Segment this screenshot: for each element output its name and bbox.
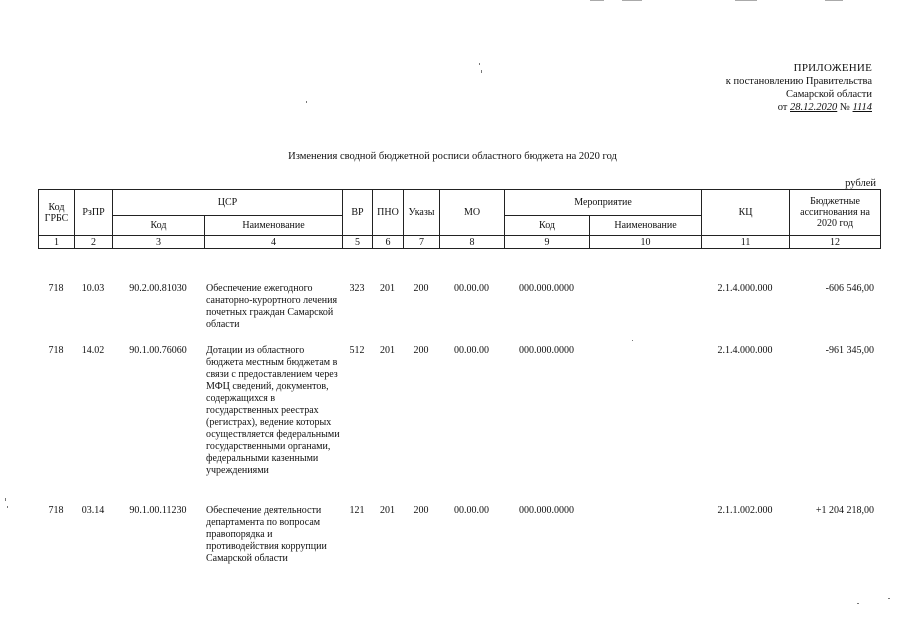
scan-speck bbox=[5, 498, 6, 501]
appendix-line-1: к постановлению Правительства bbox=[725, 76, 872, 87]
scan-mark bbox=[590, 0, 604, 1]
cell-csr-kod: 90.1.00.76060 bbox=[129, 345, 187, 356]
scan-mark bbox=[825, 0, 843, 1]
scan-speck bbox=[7, 506, 8, 508]
header-csr-name: Наименование bbox=[205, 216, 343, 236]
column-number: 6 bbox=[373, 236, 404, 249]
cell-mo: 00.00.00 bbox=[454, 505, 489, 516]
column-number: 5 bbox=[343, 236, 373, 249]
cell-mer-name bbox=[589, 504, 701, 576]
column-number: 7 bbox=[404, 236, 440, 249]
scan-speck bbox=[306, 101, 307, 103]
cell-ukazy: 200 bbox=[413, 283, 429, 294]
appendix-line-2: Самарской области bbox=[786, 89, 872, 100]
table-row bbox=[38, 504, 880, 576]
column-number: 11 bbox=[702, 236, 790, 249]
scan-speck bbox=[888, 598, 890, 599]
column-number: 9 bbox=[505, 236, 590, 249]
cell-mo: 00.00.00 bbox=[454, 345, 489, 356]
column-number: 1 bbox=[39, 236, 75, 249]
number-prefix: № bbox=[839, 102, 850, 113]
header-csr-kod: Код bbox=[113, 216, 205, 236]
cell-mo: 00.00.00 bbox=[454, 283, 489, 294]
column-number: 8 bbox=[440, 236, 505, 249]
header-kod-grbs: Код ГРБС bbox=[39, 190, 75, 236]
cell-rzpr: 03.14 bbox=[81, 505, 105, 516]
table-body bbox=[38, 282, 880, 576]
column-number: 10 bbox=[590, 236, 702, 249]
cell-mer-name bbox=[589, 282, 701, 344]
cell-mer-kod: 000.000.0000 bbox=[519, 345, 574, 356]
appendix-title: ПРИЛОЖЕНИЕ bbox=[793, 62, 872, 74]
cell-mer-kod: 000.000.0000 bbox=[519, 283, 574, 294]
cell-csr-kod: 90.1.00.11230 bbox=[129, 505, 187, 516]
cell-amount: -606 546,00 bbox=[825, 283, 874, 294]
scan-mark bbox=[622, 0, 642, 1]
scan-speck bbox=[479, 63, 480, 65]
header-kc: КЦ bbox=[702, 190, 790, 236]
cell-pno: 201 bbox=[380, 283, 395, 294]
cell-vr: 323 bbox=[349, 283, 365, 294]
header-mer-kod: Код bbox=[505, 216, 590, 236]
date-prefix: от bbox=[777, 102, 788, 113]
cell-vr: 512 bbox=[349, 345, 365, 356]
header-mer-name: Наименование bbox=[590, 216, 702, 236]
scan-mark bbox=[735, 0, 757, 1]
header-mo: МО bbox=[440, 190, 505, 236]
header-csr: ЦСР bbox=[113, 190, 343, 216]
scan-speck bbox=[481, 70, 482, 73]
cell-amount: -961 345,00 bbox=[825, 345, 874, 356]
cell-grbs: 718 bbox=[48, 283, 64, 294]
header-budget: Бюджетные ассигнования на 2020 год bbox=[790, 190, 881, 236]
cell-vr: 121 bbox=[349, 505, 365, 516]
column-number: 2 bbox=[75, 236, 113, 249]
cell-pno: 201 bbox=[380, 345, 395, 356]
number-value: 1114 bbox=[852, 102, 872, 113]
column-number: 4 bbox=[205, 236, 343, 249]
appendix-block bbox=[726, 62, 872, 114]
cell-ukazy: 200 bbox=[413, 345, 429, 356]
cell-kc: 2.1.4.000.000 bbox=[717, 345, 773, 356]
appendix-date-line bbox=[726, 101, 872, 114]
cell-csr-kod: 90.2.00.81030 bbox=[129, 283, 187, 294]
scan-speck bbox=[857, 603, 859, 604]
units-label: рублей bbox=[845, 178, 876, 189]
document-title: Изменения сводной бюджетной росписи областного бюджета на 2020 год bbox=[288, 151, 617, 162]
cell-csr-name: Дотации из областного бюджета местным бюджетам в связи с предоставлением через МФЦ сведений, документов, содержащихся в государственных реестрах (регистрах), ведение которых осуществляется федеральными государственными органами, федеральными казенными учреждениями bbox=[206, 345, 340, 476]
cell-mer-kod: 000.000.0000 bbox=[519, 505, 574, 516]
column-number: 12 bbox=[790, 236, 881, 249]
cell-kc: 2.1.1.002.000 bbox=[717, 505, 773, 516]
header-vr: ВР bbox=[343, 190, 373, 236]
column-number: 3 bbox=[113, 236, 205, 249]
cell-rzpr: 14.02 bbox=[81, 345, 105, 356]
header-rzpr: РзПР bbox=[75, 190, 113, 236]
header-pno: ПНО bbox=[373, 190, 404, 236]
date-value: 28.12.2020 bbox=[790, 102, 838, 113]
header-meropriyatie: Мероприятие bbox=[505, 190, 702, 216]
header-ukazy: Указы bbox=[404, 190, 440, 236]
cell-ukazy: 200 bbox=[413, 505, 429, 516]
cell-mer-name bbox=[589, 344, 701, 504]
cell-pno: 201 bbox=[380, 505, 395, 516]
table-header bbox=[38, 189, 881, 249]
cell-grbs: 718 bbox=[48, 505, 64, 516]
table-row bbox=[38, 344, 880, 504]
cell-amount: +1 204 218,00 bbox=[815, 505, 874, 516]
cell-rzpr: 10.03 bbox=[81, 283, 105, 294]
cell-csr-name: Обеспечение деятельности департамента по вопросам правопорядка и противодействия коррупции Самарской области bbox=[206, 505, 327, 564]
table-row bbox=[38, 282, 880, 344]
cell-csr-name: Обеспечение ежегодного санаторно-курортного лечения почетных граждан Самарской области bbox=[206, 283, 338, 330]
cell-grbs: 718 bbox=[48, 345, 64, 356]
cell-kc: 2.1.4.000.000 bbox=[717, 283, 773, 294]
